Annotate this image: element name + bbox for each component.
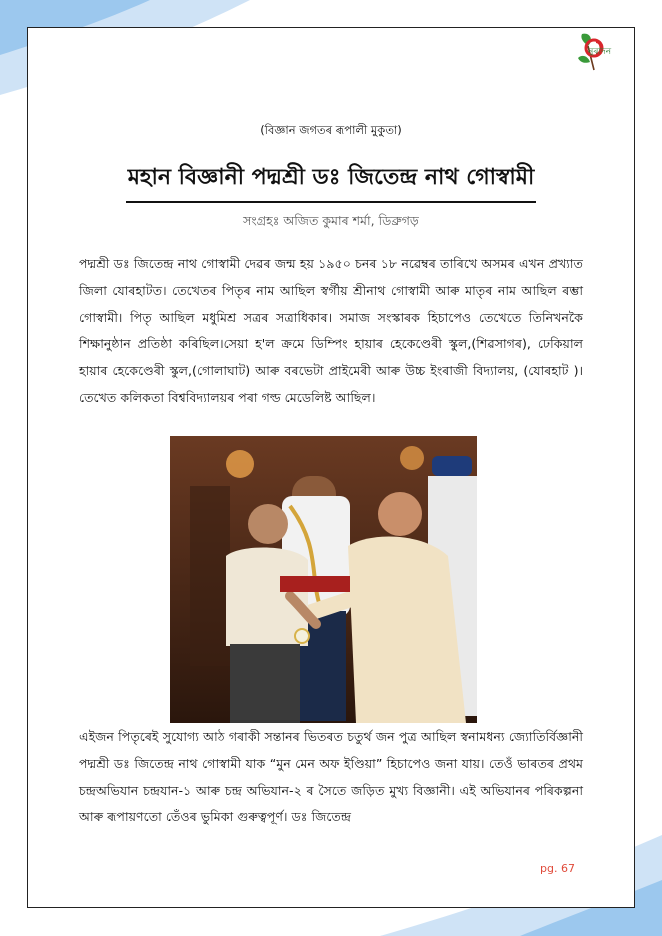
article-kicker: (বিজ্ঞান জগতৰ ৰূপালী মুকুতা) [260,123,402,137]
paragraph-1: পদ্মশ্ৰী ডঃ জিতেন্দ্ৰ নাথ গোস্বামী দেৱৰ জন্ম হয় ১৯৫০ চনৰ ১৮ নৱেম্বৰ তাৰিখে অসমৰ এখন প্ৰখ্যাত জিলা যোৰহাটত। তেখেতৰ পিতৃৰ নাম আছিল স্বৰ্গীয় শ্ৰীনাথ গোস্বামী আৰু মাতৃৰ নাম আছিল ৰম্ভা গোস্বামী। পিতৃ আছিল মধুমিশ্ৰ সত্ৰৰ সত্ৰাধিকাৰ। সমাজ সংস্কাৰক হিচাপেও তেখেতে তিনিখনকৈ শিক্ষানুষ্ঠান প্ৰতিষ্ঠা কৰিছিল।সেয়া হ'ল ক্ৰমে ডিম্পিং হায়াৰ হেকেণ্ডেৰী স্কুল,(শিৱসাগৰ), ঢেকিয়াল হায়াৰ হেকেণ্ডেৰী স্কুল,(গোলাঘাট) আৰু বৰভেটা প্ৰাইমেৰী আৰু উচ্চ ইংৰাজী বিদ্যালয়, (যোৰহাট )। তেখেত কলিকতা বিশ্ববিদ্যালয়ৰ পৰা গল্ড মেডেলিষ্ট আছিল। [79,256,583,405]
logo-text: নুৰাদন [588,47,612,57]
article-byline: সংগ্ৰহঃ অজিত কুমাৰ শৰ্মা, ডিব্ৰুগড় [243,213,419,228]
paragraph-2: এইজন পিতৃৰেই সুযোগ্য আঠ গৰাকী সন্তানৰ ভিতৰত চতুৰ্থ জন পুত্ৰ আছিল স্বনামধন্য জ্যোতিৰ্বিজ্ঞানী পদ্মশ্ৰী ডঃ জিতেন্দ্ৰ নাথ গোস্বামী যাক “মুন মেন অফ ইণ্ডিয়া” হিচাপেও জনা যায়। তেওঁ ভাৰতৰ প্ৰথম চন্দ্ৰঅভিযান চন্দ্ৰযান-১ আৰু চন্দ্ৰ অভিযান-২ ৰ সৈতে জড়িত মুখ্য বিজ্ঞানী। এই অভিযানৰ পৰিকল্পনা আৰু ৰূপায়ণতো তেঁওৰ ভুমিকা গুৰুত্বপূৰ্ণ। ডঃ জিতেন্দ্ৰ [79,729,583,825]
page-title-text: মহান বিজ্ঞানী পদ্মশ্ৰী ডঃ জিতেন্দ্ৰ নাথ গোস্বামী [126,160,537,203]
page-number: pg. 67 [540,862,575,875]
page-title [0,160,662,203]
award-ceremony-photo [170,436,477,723]
